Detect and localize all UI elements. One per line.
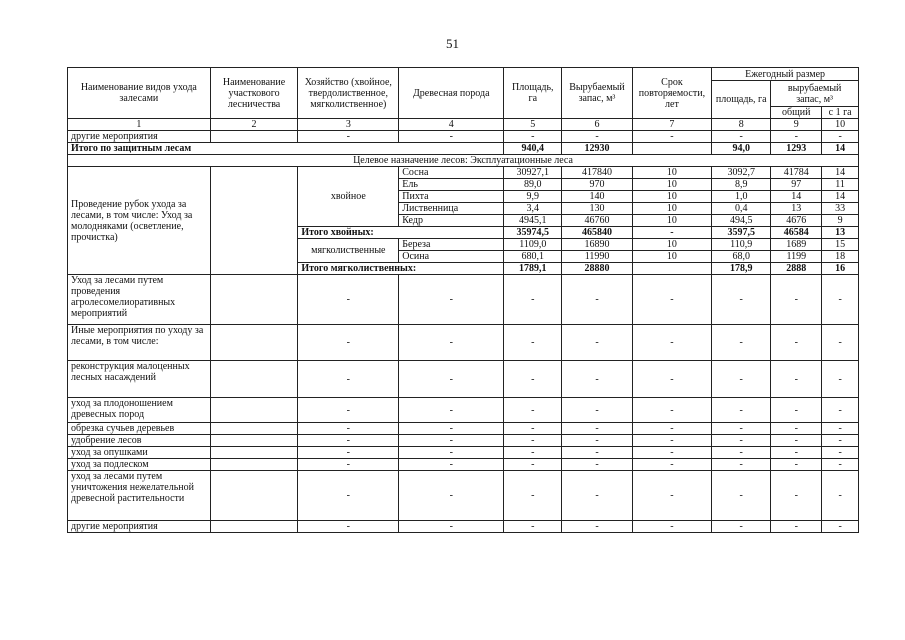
dash-cell: - — [399, 361, 504, 398]
dash-cell: - — [298, 459, 399, 471]
table-row — [68, 167, 859, 179]
volume: 970 — [562, 179, 632, 191]
term: 10 — [632, 167, 712, 179]
volume: 417840 — [562, 167, 632, 179]
dash-cell: - — [504, 423, 562, 435]
dash-cell: - — [771, 521, 822, 533]
annual-per-ha: 33 — [822, 203, 859, 215]
dash-cell: - — [399, 275, 504, 325]
dash-cell: - — [632, 521, 712, 533]
dash-cell: - — [298, 325, 399, 361]
dash-cell: - — [562, 459, 632, 471]
measure-label: Иные мероприятия по уходу за лесами, в том числе: — [68, 325, 211, 361]
dash-cell: - — [504, 275, 562, 325]
dash-cell: - — [632, 131, 712, 143]
species: Береза — [399, 239, 504, 251]
annual-total: 41784 — [771, 167, 822, 179]
dash-cell: - — [771, 435, 822, 447]
dash-cell: - — [504, 398, 562, 423]
empty-cell — [210, 167, 298, 275]
header-number: 8 — [712, 119, 771, 131]
header-col4: Древесная порода — [399, 68, 504, 119]
annual-area: 68,0 — [712, 251, 771, 263]
table-row — [68, 459, 859, 471]
header-col6: Вырубаемый запас, м³ — [562, 68, 632, 119]
purpose-heading: Целевое назначение лесов: Эксплуатационные леса — [68, 155, 859, 167]
total-annual-per-ha: 16 — [822, 263, 859, 275]
volume: 140 — [562, 191, 632, 203]
area: 680,1 — [504, 251, 562, 263]
dash-cell: - — [399, 131, 504, 143]
dash-cell: - — [399, 423, 504, 435]
total-volume: 28880 — [562, 263, 632, 275]
dash-cell: - — [771, 325, 822, 361]
volume: 11990 — [562, 251, 632, 263]
species: Лиственница — [399, 203, 504, 215]
dash-cell: - — [298, 275, 399, 325]
dash-cell: - — [822, 131, 859, 143]
area: 89,0 — [504, 179, 562, 191]
dash-cell: - — [822, 325, 859, 361]
dash-cell: - — [399, 521, 504, 533]
dash-cell: - — [562, 435, 632, 447]
empty-cell — [210, 521, 298, 533]
dash-cell: - — [562, 398, 632, 423]
measure-label: уход за плодоношением древесных пород — [68, 398, 211, 423]
table-row — [68, 361, 859, 398]
page-number: 51 — [446, 36, 459, 51]
empty-cell — [210, 423, 298, 435]
empty-cell — [210, 398, 298, 423]
total-term: - — [632, 227, 712, 239]
dash-cell: - — [504, 521, 562, 533]
total-annual-area: 178,9 — [712, 263, 771, 275]
annual-per-ha: 18 — [822, 251, 859, 263]
area: 4945,1 — [504, 215, 562, 227]
dash-cell: - — [632, 398, 712, 423]
table-row-total-protective — [68, 143, 859, 155]
dash-cell: - — [298, 447, 399, 459]
total-coniferous-label: Итого хвойных: — [298, 227, 504, 239]
annual-total: 14 — [771, 191, 822, 203]
header-col5: Площадь, га — [504, 68, 562, 119]
dash-cell: - — [771, 423, 822, 435]
empty-cell — [210, 275, 298, 325]
table-row — [68, 435, 859, 447]
dash-cell: - — [399, 398, 504, 423]
total-volume: 12930 — [562, 143, 632, 155]
dash-cell: - — [632, 361, 712, 398]
volume: 130 — [562, 203, 632, 215]
annual-area: 494,5 — [712, 215, 771, 227]
dash-cell: - — [632, 275, 712, 325]
term: 10 — [632, 179, 712, 191]
dash-cell: - — [771, 471, 822, 521]
empty-cell — [210, 325, 298, 361]
dash-cell: - — [822, 423, 859, 435]
dash-cell: - — [562, 521, 632, 533]
header-number: 3 — [298, 119, 399, 131]
empty-cell — [210, 447, 298, 459]
table-row — [68, 398, 859, 423]
header-annual-per-ha: с 1 га — [822, 107, 859, 119]
dash-cell: - — [298, 398, 399, 423]
table-row — [68, 447, 859, 459]
dash-cell: - — [822, 398, 859, 423]
header-number: 2 — [210, 119, 298, 131]
area: 1109,0 — [504, 239, 562, 251]
dash-cell: - — [771, 131, 822, 143]
dash-cell: - — [632, 447, 712, 459]
dash-cell: - — [562, 447, 632, 459]
dash-cell: - — [822, 471, 859, 521]
dash-cell: - — [504, 131, 562, 143]
dash-cell: - — [771, 361, 822, 398]
dash-cell: - — [298, 423, 399, 435]
dash-cell: - — [771, 447, 822, 459]
annual-area: 110,9 — [712, 239, 771, 251]
total-area: 1789,1 — [504, 263, 562, 275]
header-number: 10 — [822, 119, 859, 131]
dash-cell: - — [771, 275, 822, 325]
volume: 16890 — [562, 239, 632, 251]
annual-per-ha: 14 — [822, 167, 859, 179]
table-row — [68, 325, 859, 361]
annual-per-ha: 15 — [822, 239, 859, 251]
table-row — [68, 471, 859, 521]
dash-cell: - — [632, 459, 712, 471]
dash-cell: - — [399, 435, 504, 447]
thinning-label: Проведение рубок ухода за лесами, в том числе: Уход за молодняками (осветление, прочистка) — [68, 167, 211, 275]
annual-per-ha: 9 — [822, 215, 859, 227]
header-annual-volume: вырубаемый запас, м³ — [771, 81, 859, 107]
term: 10 — [632, 251, 712, 263]
dash-cell: - — [822, 447, 859, 459]
empty-cell — [210, 361, 298, 398]
dash-cell: - — [822, 459, 859, 471]
measure-label: уход за опушками — [68, 447, 211, 459]
dash-cell: - — [632, 325, 712, 361]
total-annual-total: 46584 — [771, 227, 822, 239]
total-softwood-label: Итого мягколиственных: — [298, 263, 504, 275]
area: 30927,1 — [504, 167, 562, 179]
dash-cell: - — [712, 471, 771, 521]
dash-cell: - — [298, 471, 399, 521]
species: Пихта — [399, 191, 504, 203]
annual-area: 8,9 — [712, 179, 771, 191]
total-protective-label: Итого по защитным лесам — [68, 143, 504, 155]
total-annual-per-ha: 14 — [822, 143, 859, 155]
forest-care-table — [67, 67, 859, 533]
annual-total: 1199 — [771, 251, 822, 263]
total-area: 940,4 — [504, 143, 562, 155]
dash-cell: - — [504, 459, 562, 471]
dash-cell: - — [632, 423, 712, 435]
header-annual: Ежегодный размер — [712, 68, 859, 81]
dash-cell: - — [822, 275, 859, 325]
total-annual-area: 94,0 — [712, 143, 771, 155]
header-col2: Наименование участкового лесничества — [210, 68, 298, 119]
measure-label: реконструкция малоценных лесных насаждений — [68, 361, 211, 398]
dash-cell: - — [504, 471, 562, 521]
annual-total: 13 — [771, 203, 822, 215]
total-area: 35974,5 — [504, 227, 562, 239]
dash-cell: - — [504, 447, 562, 459]
measure-label: удобрение лесов — [68, 435, 211, 447]
header-number: 5 — [504, 119, 562, 131]
dash-cell: - — [632, 471, 712, 521]
dash-cell: - — [562, 423, 632, 435]
total-volume: 465840 — [562, 227, 632, 239]
dash-cell: - — [298, 435, 399, 447]
table-row — [68, 275, 859, 325]
area: 3,4 — [504, 203, 562, 215]
dash-cell: - — [298, 361, 399, 398]
annual-per-ha: 11 — [822, 179, 859, 191]
row-label: другие мероприятия — [68, 131, 211, 143]
dash-cell: - — [822, 435, 859, 447]
total-annual-total: 2888 — [771, 263, 822, 275]
header-col7: Срок повторяемости, лет — [632, 68, 712, 119]
dash-cell: - — [562, 325, 632, 361]
dash-cell: - — [822, 361, 859, 398]
empty-cell — [210, 435, 298, 447]
dash-cell: - — [399, 325, 504, 361]
annual-total: 1689 — [771, 239, 822, 251]
header-col3: Хозяйство (хвойное, твердолиственное, мягколиственное) — [298, 68, 399, 119]
dash-cell: - — [712, 131, 771, 143]
header-number: 4 — [399, 119, 504, 131]
dash-cell: - — [632, 435, 712, 447]
dash-cell: - — [504, 361, 562, 398]
dash-cell: - — [712, 361, 771, 398]
measure-label: уход за подлеском — [68, 459, 211, 471]
header-number: 7 — [632, 119, 712, 131]
annual-area: 3092,7 — [712, 167, 771, 179]
species: Ель — [399, 179, 504, 191]
dash-cell: - — [298, 521, 399, 533]
dash-cell — [210, 131, 298, 143]
coniferous-label: хвойное — [298, 167, 399, 227]
header-annual-total: общий — [771, 107, 822, 119]
table-row — [68, 521, 859, 533]
term: 10 — [632, 191, 712, 203]
empty-cell — [632, 143, 712, 155]
dash-cell: - — [399, 459, 504, 471]
species: Сосна — [399, 167, 504, 179]
area: 9,9 — [504, 191, 562, 203]
dash-cell: - — [712, 398, 771, 423]
dash-cell: - — [399, 471, 504, 521]
header-col1: Наименование видов ухода залесами — [68, 68, 211, 119]
term: 10 — [632, 203, 712, 215]
empty-cell — [210, 459, 298, 471]
dash-cell: - — [504, 325, 562, 361]
dash-cell: - — [562, 471, 632, 521]
measure-label: другие мероприятия — [68, 521, 211, 533]
header-number: 9 — [771, 119, 822, 131]
measure-label: обрезка сучьев деревьев — [68, 423, 211, 435]
total-annual-total: 1293 — [771, 143, 822, 155]
softwood-label: мягколиственные — [298, 239, 399, 263]
term: 10 — [632, 215, 712, 227]
dash-cell: - — [504, 435, 562, 447]
total-annual-per-ha: 13 — [822, 227, 859, 239]
header-annual-area: площадь, га — [712, 81, 771, 119]
table-row — [68, 423, 859, 435]
dash-cell: - — [771, 459, 822, 471]
dash-cell: - — [562, 275, 632, 325]
dash-cell: - — [298, 131, 399, 143]
header-number: 6 — [562, 119, 632, 131]
empty-cell — [632, 263, 712, 275]
annual-area: 1,0 — [712, 191, 771, 203]
measure-label: Уход за лесами путем проведения агролесомелиоративных мероприятий — [68, 275, 211, 325]
annual-total: 97 — [771, 179, 822, 191]
dash-cell: - — [562, 361, 632, 398]
dash-cell: - — [712, 423, 771, 435]
empty-cell — [210, 471, 298, 521]
total-annual-area: 3597,5 — [712, 227, 771, 239]
annual-area: 0,4 — [712, 203, 771, 215]
species: Кедр — [399, 215, 504, 227]
dash-cell: - — [771, 398, 822, 423]
dash-cell: - — [712, 275, 771, 325]
dash-cell: - — [712, 521, 771, 533]
header-number: 1 — [68, 119, 211, 131]
table-row — [68, 131, 859, 143]
volume: 46760 — [562, 215, 632, 227]
term: 10 — [632, 239, 712, 251]
species: Осина — [399, 251, 504, 263]
dash-cell: - — [822, 521, 859, 533]
dash-cell: - — [712, 447, 771, 459]
measure-label: уход за лесами путем уничтожения нежелательной древесной растительности — [68, 471, 211, 521]
dash-cell: - — [562, 131, 632, 143]
dash-cell: - — [712, 435, 771, 447]
dash-cell: - — [712, 459, 771, 471]
annual-per-ha: 14 — [822, 191, 859, 203]
annual-total: 4676 — [771, 215, 822, 227]
dash-cell: - — [712, 325, 771, 361]
dash-cell: - — [399, 447, 504, 459]
